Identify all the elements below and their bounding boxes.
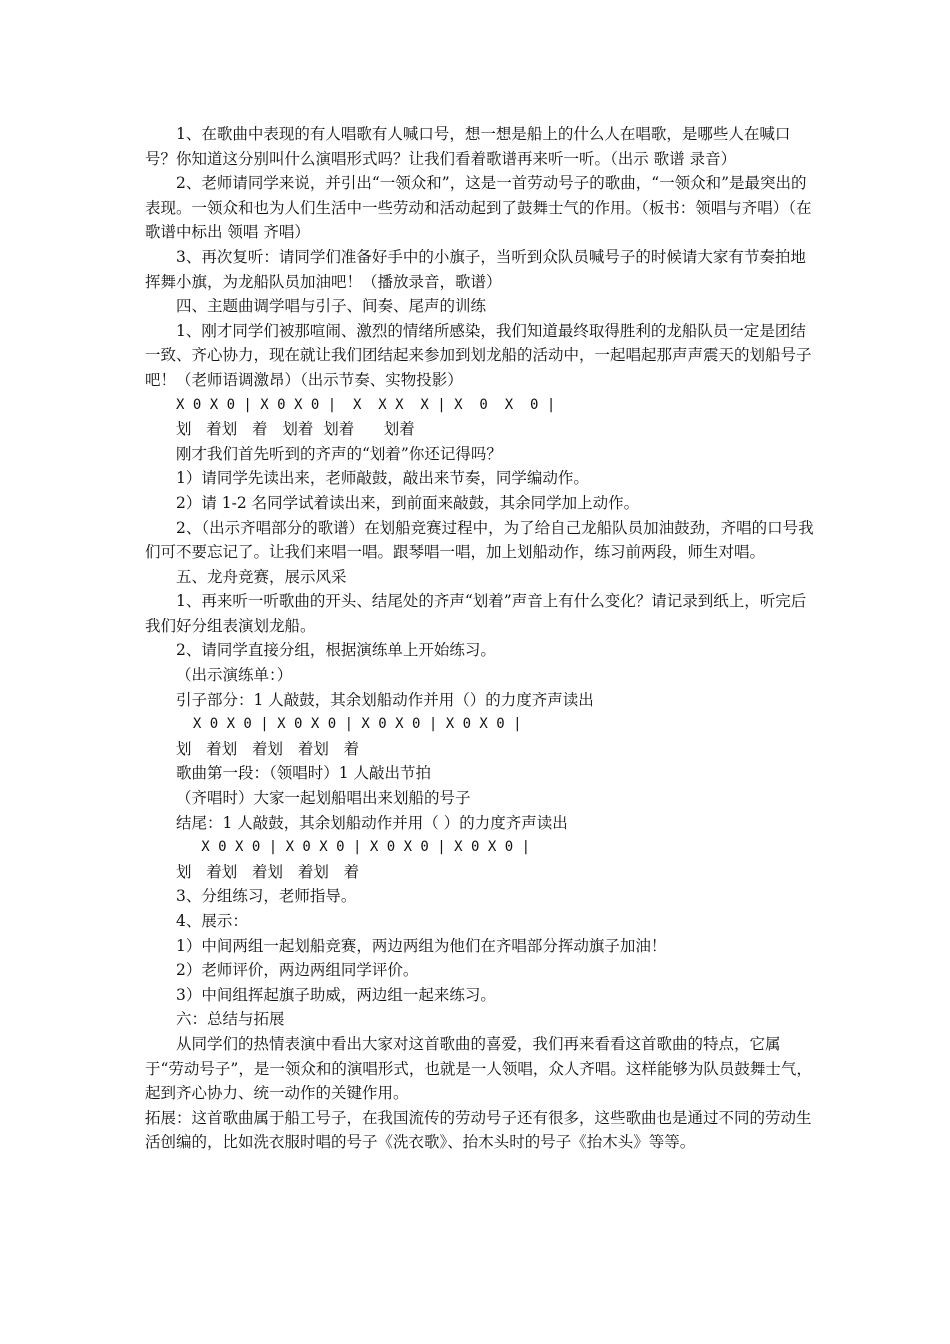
paragraph-11: 2、（出示齐唱部分的歌谱）在划船竞赛过程中，为了给自己龙船队员加油鼓劲，齐唱的口号我们可不要忘记了。让我们来唱一唱。跟琴唱一唱，加上划船动作，练习前两段，师生对唱。: [145, 518, 814, 562]
paragraph-2: 2、老师请同学来说，并引出“一领众和”，这是一首劳动号子的歌曲，“一领众和”是最突出的表现。一领众和也为人们生活中一些劳动和活动起到了鼓舞士气的作用。（板书：领唱与齐唱）（在歌谱中标出 领唱 齐唱）: [145, 174, 812, 242]
paragraph-30: 从同学们的热情表演中看出大家对这首歌曲的喜爱，我们再来看看这首歌曲的特点，它属于“劳动号子”，是一领众和的演唱形式，也就是一人领唱，众人齐唱。这样能够为队员鼓舞士气，起到齐心协力、统一动作的关键作用。: [145, 1034, 812, 1103]
paragraph-27: 2）老师评价，两边两组同学评价。: [176, 961, 419, 980]
section-heading-4: 四、主题曲调学唱与引子、间奏、尾声的训练: [176, 297, 487, 316]
paragraph-25: 4、展示：: [176, 912, 248, 930]
rhythm-lyrics-3: 划 着划 着划 着划 着: [176, 862, 360, 881]
paragraph-1: 1、在歌曲中表现的有人唱歌有人喊口号，想一想是船上的什么人在唱歌，是哪些人在喊口号？你知道这分别叫什么演唱形式吗？让我们看着歌谱再来听一听。（出示 歌谱 录音）: [145, 125, 791, 168]
paragraph-3: 3、再次复听：请同学们准备好手中的小旗子，当听到众队员喊号子的时候请大家有节奏拍地挥舞小旗，为龙船队员加油吧！（播放录音，歌谱）: [145, 247, 806, 291]
paragraph-16: 引子部分：1 人敲鼓，其余划船动作并用（）的力度齐声读出: [176, 690, 594, 709]
paragraph-8: 刚才我们首先听到的齐声的“划着”你还记得吗？: [176, 444, 502, 463]
rhythm-lyrics-1: 划 着划 着 划着 划着 划着: [176, 420, 415, 439]
paragraph-24: 3、分组练习，老师指导。: [176, 887, 357, 906]
paragraph-31: 拓展：这首歌曲属于船工号子，在我国流传的劳动号子还有很多，这些歌曲也是通过不同的劳动生活创编的，比如洗衣服时唱的号子《洗衣歌》、抬木头时的号子《抬木头》等等。: [145, 1108, 812, 1152]
paragraph-19: 歌曲第一段：（领唱时）1 人敲出节拍: [176, 764, 432, 783]
paragraph-5: 1、刚才同学们被那喧闹、激烈的情绪所感染，我们知道最终取得胜利的龙船队员一定是团结一致、齐心协力，现在就让我们团结起来参加到划龙船的活动中，一起唱起那声声震天的划船号子吧！（老师语调激昂）（出示节奏、实物投影）: [145, 321, 812, 389]
paragraph-9: 1）请同学先读出来，老师敲鼓，敲出来节奏，同学编动作。: [176, 469, 589, 488]
paragraph-21: 结尾：1 人敲鼓，其余划船动作并用（ ）的力度齐声读出: [176, 813, 568, 832]
document-page: [145, 122, 815, 1155]
paragraph-13: 1、再来听一听歌曲的开头、结尾处的齐声“划着”声音上有什么变化？请记录到纸上，听完后我们好分组表演划龙船。: [145, 592, 807, 635]
section-heading-5: 五、龙舟竞赛，展示风采: [176, 567, 347, 586]
paragraph-28: 3）中间组挥起旗子助威，两边组一起来练习。: [176, 985, 496, 1004]
paragraph-26: 1）中间两组一起划船竞赛，两边两组为他们在齐唱部分挥动旗子加油！: [176, 936, 667, 955]
paragraph-14: 2、请同学直接分组，根据演练单上开始练习。: [176, 641, 496, 660]
rhythm-notation-1: X 0 X 0 | X 0 X 0 | X X X X | X 0 X 0 |: [176, 396, 556, 413]
rhythm-notation-2: X 0 X 0 | X 0 X 0 | X 0 X 0 | X 0 X 0 |: [176, 716, 522, 733]
paragraph-20: （齐唱时）大家一起划船唱出来划船的号子: [176, 789, 471, 808]
rhythm-notation-3: X 0 X 0 | X 0 X 0 | X 0 X 0 | X 0 X 0 |: [176, 839, 531, 856]
rhythm-lyrics-2: 划 着划 着划 着划 着: [176, 739, 360, 758]
paragraph-15: （出示演练单：）: [176, 666, 293, 685]
section-heading-6: 六：总结与拓展: [176, 1010, 285, 1029]
paragraph-10: 2）请 1-2 名同学试着读出来，到前面来敲鼓，其余同学加上动作。: [176, 493, 640, 512]
